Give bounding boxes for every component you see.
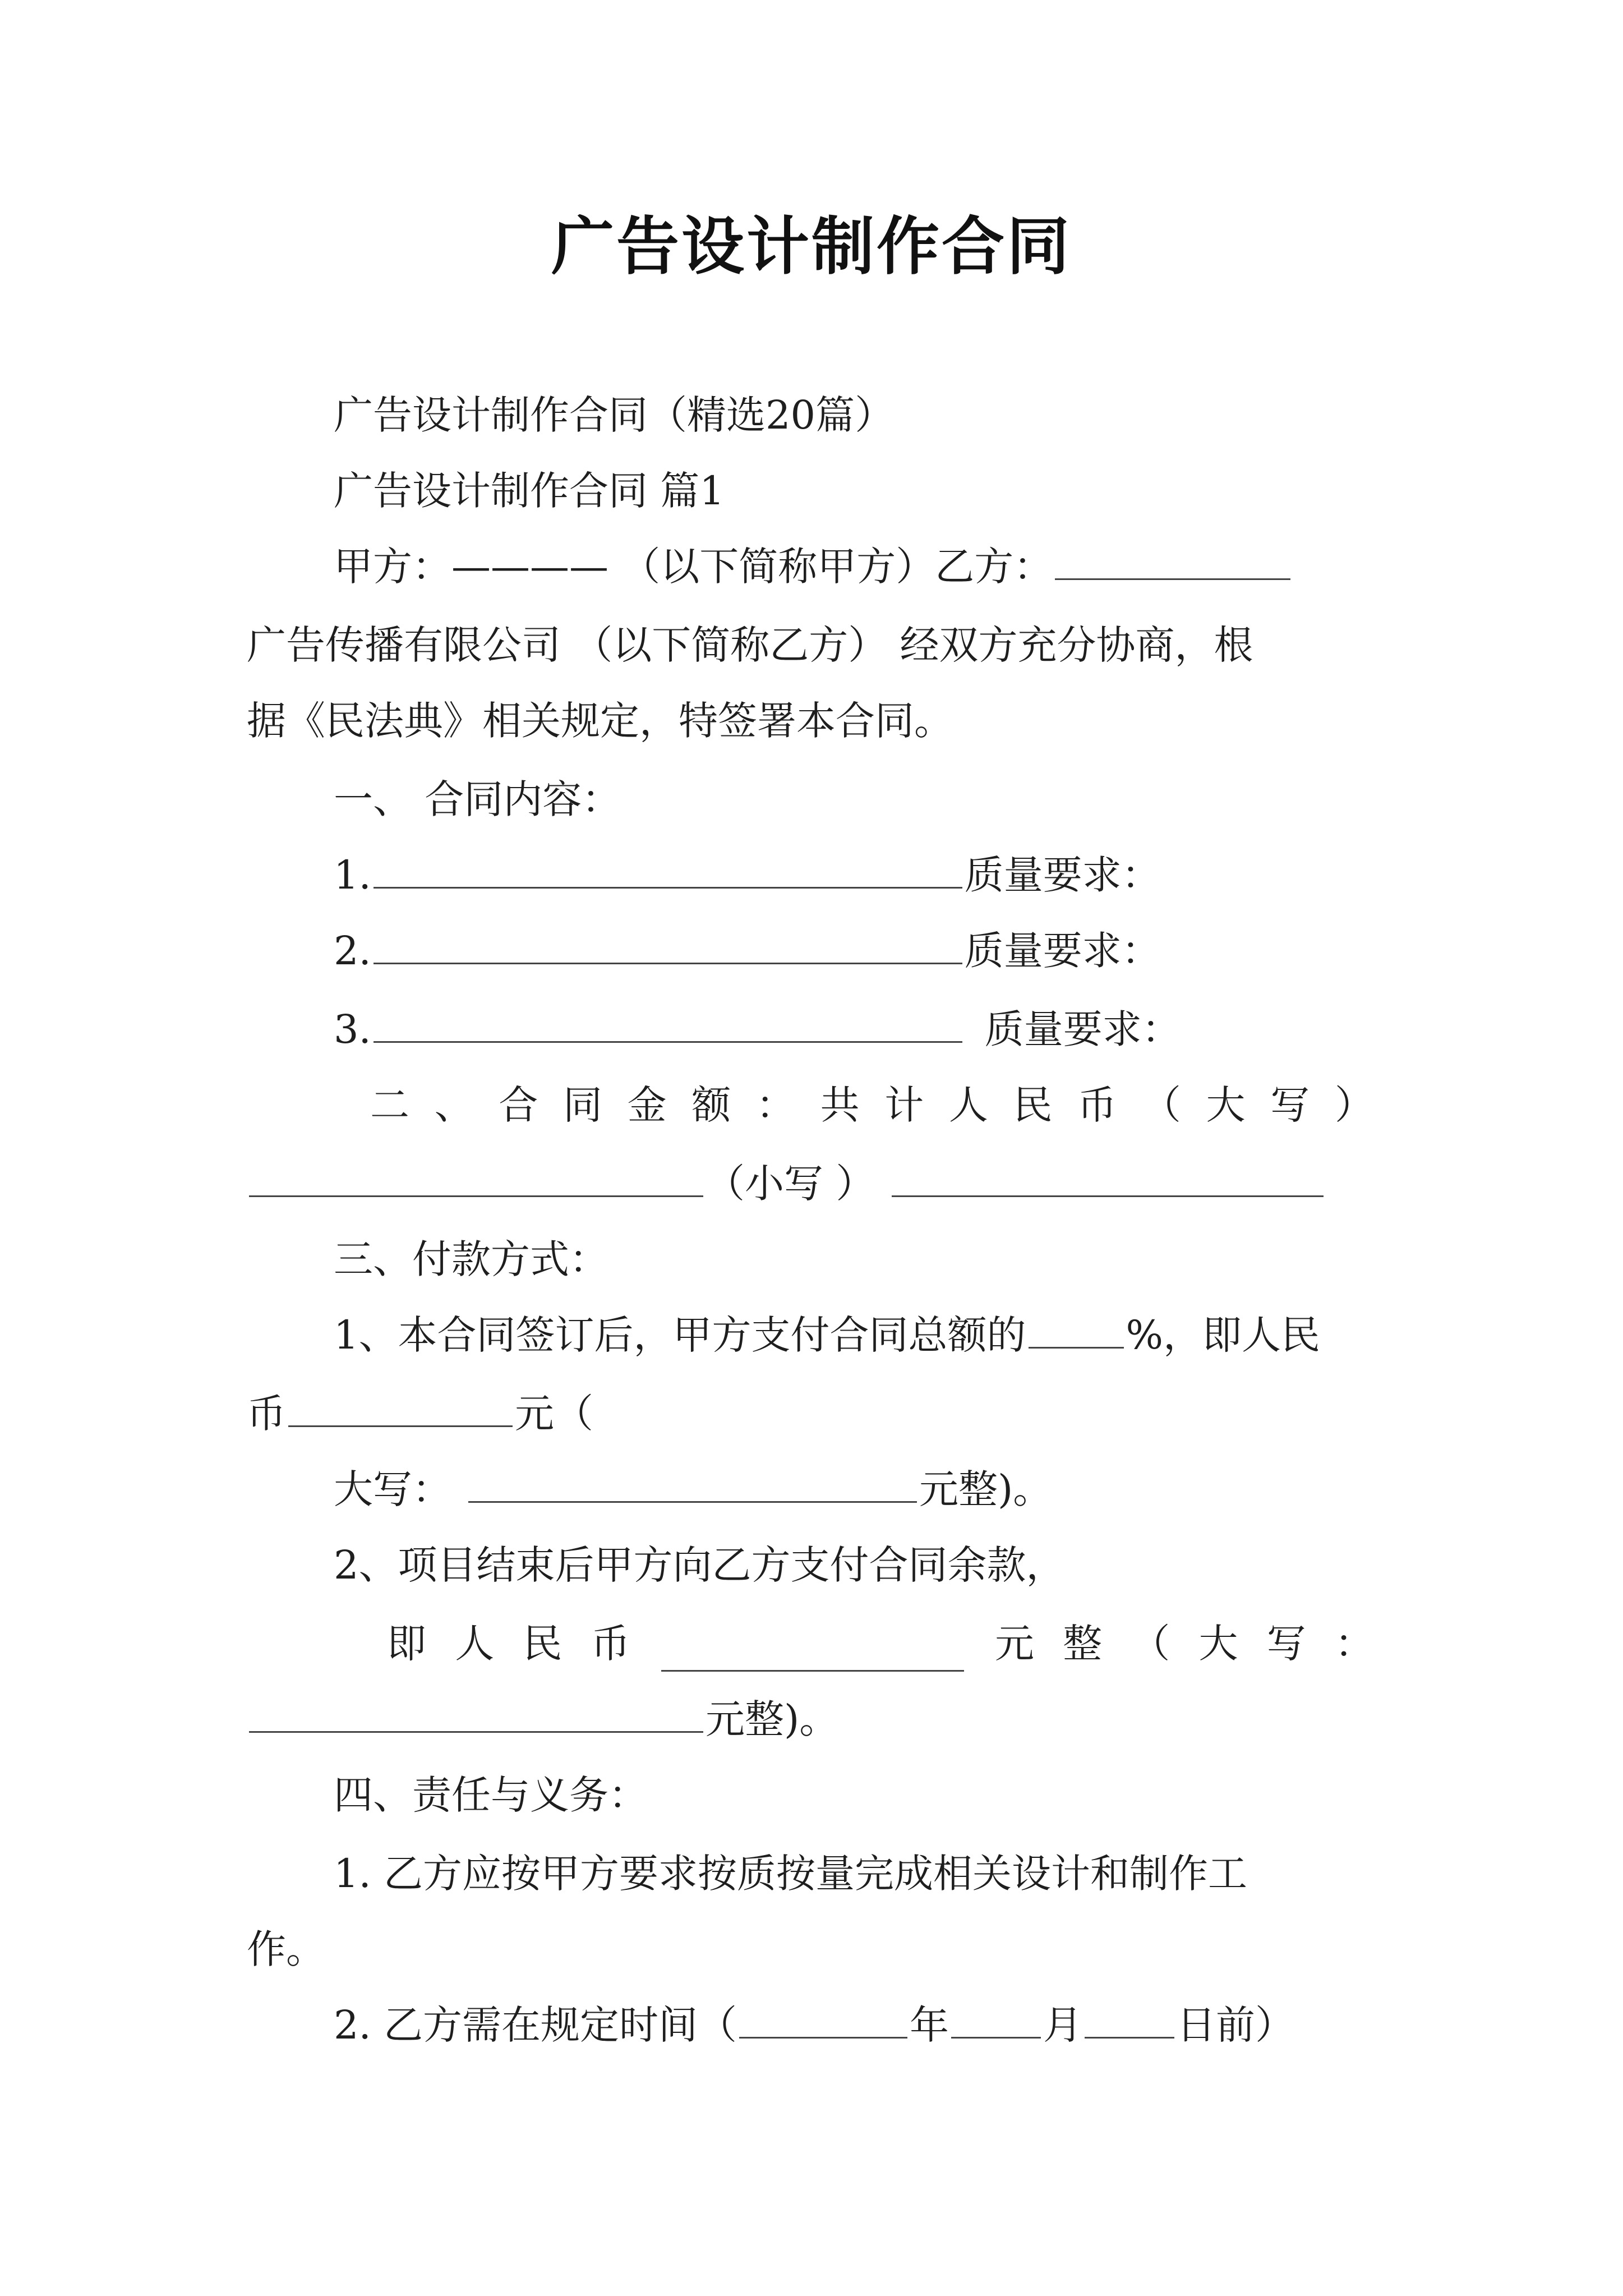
amount-char: ） [1334,1082,1374,1128]
duty-1-line-b: 作。 [247,1926,325,1972]
payment-2-end: 元整)。 [706,1696,839,1742]
payment-2-char: 人 [455,1621,495,1667]
content-item-3 [334,1001,1181,1057]
year-label: 年 [910,2002,949,2048]
payment-2-line-b [387,1616,1374,1672]
amount-char: 写 [1270,1082,1310,1128]
item-3-quality: 质量要求： [984,1006,1181,1052]
payment-1-uppercase-blank [468,1462,917,1503]
item-2-quality: 质量要求： [964,928,1161,974]
month-blank [951,1998,1041,2039]
heading-responsibilities: 四、责任与义务： [334,1772,648,1818]
heading-contract-amount [370,1077,1374,1133]
day-blank [1085,1998,1174,2039]
content-item-2 [334,923,1161,979]
payment-2-uppercase-blank [249,1692,703,1733]
amount-char: 大 [1206,1082,1246,1128]
party-line-b: 广告传播有限公司 （以下简称乙方） 经双方充分协商，根 [247,622,1253,668]
party-b-blank [1055,539,1290,580]
payment-1-end: 元整)。 [919,1466,1053,1512]
month-label: 月 [1043,2002,1083,2048]
subtitle: 广告设计制作合同（精选20篇） [334,392,895,438]
document-title: 广告设计制作合同 [551,210,1072,283]
payment-1-currency: 币 [247,1391,286,1437]
duty-2-line-a [334,1997,1294,2053]
payment-2-char: 整 [1063,1621,1103,1667]
item-1-blank [374,848,962,889]
item-2-blank [374,923,962,964]
item-1-number: 1. [334,852,371,898]
item-3-number: 3. [334,1006,371,1052]
payment-2-char: 币 [591,1621,630,1667]
payment-1-line-a [334,1307,1320,1363]
payment-1-line-c [334,1461,1052,1517]
amount-char: 人 [948,1082,988,1128]
payment-1-line-b [247,1386,593,1442]
payment-2-char: ： [1334,1621,1374,1667]
content-item-1 [334,847,1161,903]
section-heading: 广告设计制作合同 篇1 [334,468,725,514]
heading-contract-content: 一、 合同内容： [334,776,621,822]
payment-2-char: 写 [1266,1621,1306,1667]
payment-2-line-a: 2、项目结束后甲方向乙方支付合同余款， [334,1542,1066,1588]
day-label: 日前） [1177,2002,1295,2048]
payment-1-uppercase-label: 大写： [334,1466,451,1512]
amount-char: 计 [884,1082,924,1128]
amount-char: 共 [820,1082,860,1128]
heading-payment-method: 三、付款方式： [334,1236,608,1282]
amount-lowercase-blank [892,1156,1324,1197]
party-line-a [334,539,1293,595]
amount-char: 金 [627,1082,667,1128]
amount-char: 合 [499,1082,538,1128]
year-blank [739,1998,907,2039]
party-line-c: 据《民法典》相关规定，特签署本合同。 [247,698,953,744]
amount-char: 二 [370,1082,409,1128]
amount-char: 同 [562,1082,602,1128]
duty-1-line-a: 1. 乙方应按甲方要求按质按量完成相关设计和制作工 [334,1851,1248,1897]
payment-2-char: 大 [1198,1621,1238,1667]
payment-1-percent: %，即人民 [1126,1312,1321,1358]
payment-1-amount-blank [288,1386,513,1427]
amount-char: 、 [434,1082,474,1128]
percent-blank [1029,1308,1124,1349]
amount-char: 额 [691,1082,731,1128]
item-2-number: 2. [334,928,371,974]
amount-char: 币 [1077,1082,1117,1128]
amount-uppercase-blank [249,1156,703,1197]
amount-blanks-line [247,1156,1326,1212]
amount-char: （ [1141,1082,1181,1128]
payment-2-line-c [247,1691,838,1747]
duty-2-text: 2. 乙方需在规定时间（ [334,2002,737,2048]
small-write-label: （小写 ） [706,1161,875,1207]
payment-1-yuan: 元（ [515,1391,593,1437]
party-line-a-text: 甲方：———— （以下简称甲方）乙方： [334,544,1053,590]
payment-2-char: 即 [387,1621,426,1667]
amount-char: ： [755,1082,795,1128]
payment-1-text: 1、本合同签订后，甲方支付合同总额的 [334,1312,1026,1358]
payment-2-char: （ [1131,1621,1170,1667]
item-1-quality: 质量要求： [964,852,1161,898]
payment-2-char: 元 [994,1621,1034,1667]
payment-2-char: 民 [523,1621,562,1667]
item-3-blank [374,1002,962,1043]
payment-2-amount-blank [661,1631,964,1672]
amount-char: 民 [1013,1082,1053,1128]
